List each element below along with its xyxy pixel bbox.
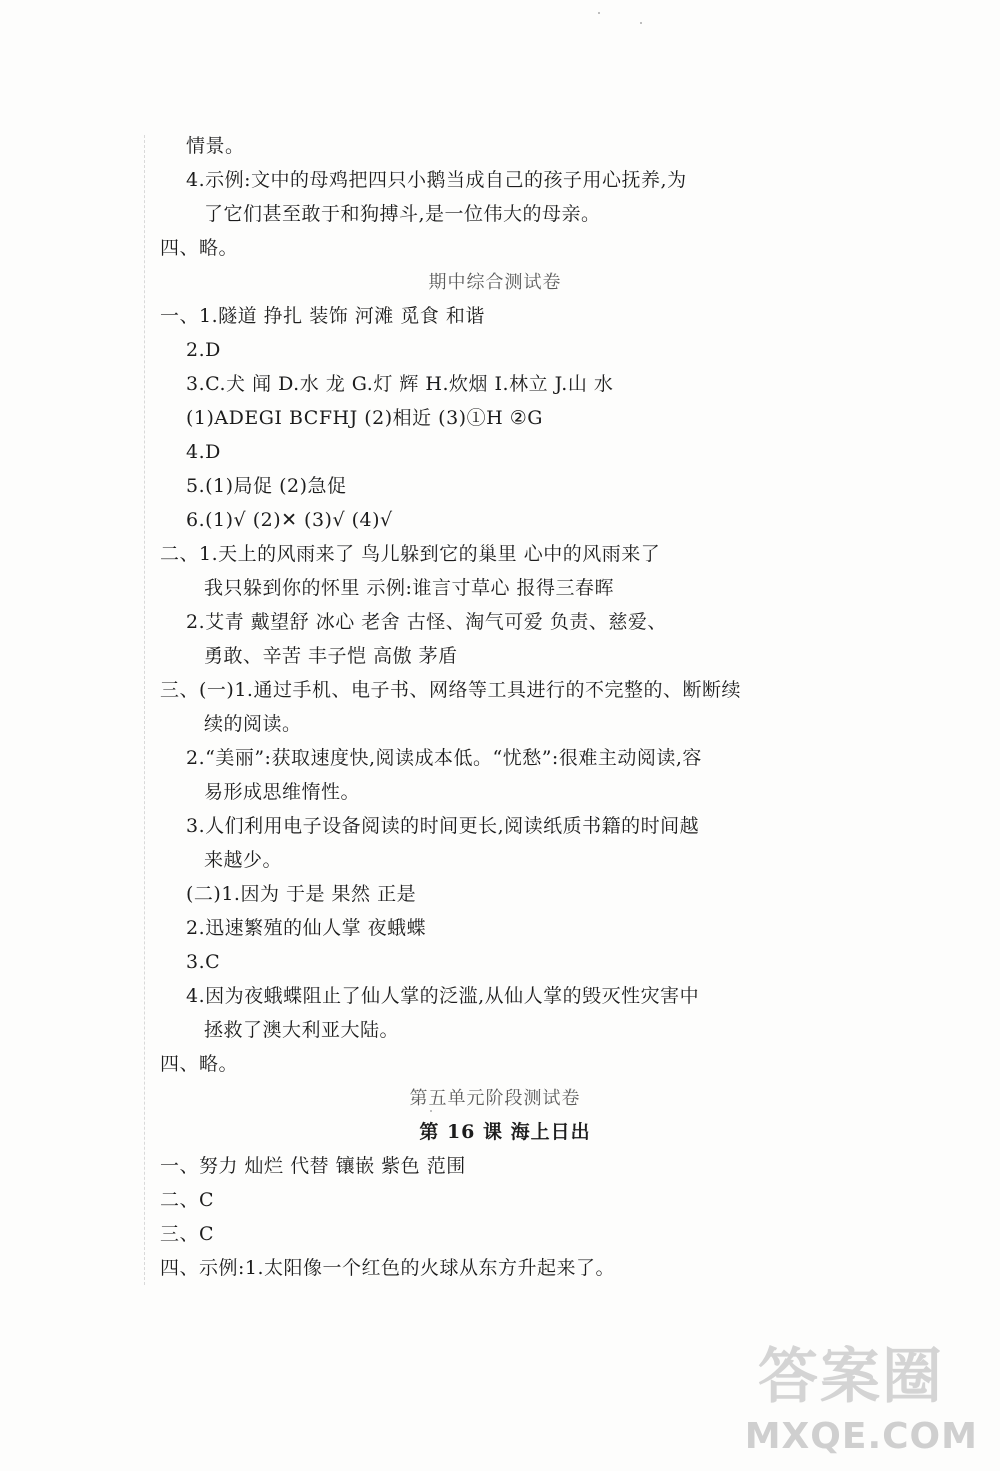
text-line: 3.C.犬 闻 D.水 龙 G.灯 辉 H.炊烟 I.林立 J.山 水 (186, 373, 614, 395)
text-line: 2.艾青 戴望舒 冰心 老舍 古怪、淘气可爱 负责、慈爱、 (186, 611, 667, 633)
text-line: 3.人们利用电子设备阅读的时间更长,阅读纸质书籍的时间越 (186, 815, 700, 837)
text-line: 了它们甚至敢于和狗搏斗,是一位伟大的母亲。 (204, 203, 601, 225)
scan-speck (598, 12, 600, 14)
text-line: 三、C (160, 1223, 215, 1245)
scan-speck (640, 22, 642, 24)
text-line: 一、1.隧道 挣扎 装饰 河滩 觅食 和谐 (160, 305, 485, 327)
text-line: 易形成思维惰性。 (204, 781, 361, 803)
text-line: 我只躲到你的怀里 示例:谁言寸草心 报得三春晖 (204, 577, 614, 599)
watermark-text: 答案圈 (758, 1342, 944, 1412)
text-line: 四、略。 (160, 237, 239, 259)
text-line: 二、C (160, 1189, 215, 1211)
text-line: 4.D (186, 441, 221, 463)
text-line: 情景。 (186, 135, 245, 157)
text-line: 5.(1)局促 (2)急促 (186, 475, 347, 497)
watermark-logo (708, 1342, 978, 1457)
text-line: 续的阅读。 (204, 713, 302, 735)
text-line: 勇敢、辛苦 丰子恺 高傲 茅盾 (204, 645, 458, 667)
text-line: 拯救了澳大利亚大陆。 (204, 1019, 400, 1041)
text-line: 6.(1)√ (2)✕ (3)√ (4)√ (186, 509, 393, 531)
watermark-url: MXQE.COM (744, 1416, 978, 1457)
text-line: (1)ADEGI BCFHJ (2)相近 (3)①H ②G (186, 407, 543, 429)
text-line: 2.D (186, 339, 221, 361)
text-line: 四、略。 (160, 1053, 239, 1075)
section-title: 期中综合测试卷 (428, 272, 562, 293)
text-line: 四、示例:1.太阳像一个红色的火球从东方升起来了。 (160, 1257, 616, 1279)
text-line: 2.“美丽”:获取速度快,阅读成本低。“忧愁”:很难主动阅读,容 (186, 747, 702, 769)
text-line: (二)1.因为 于是 果然 正是 (186, 883, 417, 905)
text-line: 来越少。 (204, 849, 283, 871)
text-line: 4.示例:文中的母鸡把四只小鹅当成自己的孩子用心抚养,为 (186, 169, 687, 191)
text-line: 4.因为夜蛾蝶阻止了仙人掌的泛滥,从仙人掌的毁灭性灾害中 (186, 985, 700, 1007)
text-line: 三、(一)1.通过手机、电子书、网络等工具进行的不完整的、断断续 (160, 679, 741, 701)
section-title: 第五单元阶段测试卷 (409, 1088, 581, 1109)
lesson-title: 第 16 课 海上日出 (419, 1121, 591, 1143)
text-line: 一、努力 灿烂 代替 镶嵌 紫色 范围 (160, 1155, 466, 1177)
text-line: 2.迅速繁殖的仙人掌 夜蛾蝶 (186, 917, 427, 939)
text-line: 3.C (186, 951, 221, 973)
text-line: 二、1.天上的风雨来了 鸟儿躲到它的巢里 心中的风雨来了 (160, 543, 661, 565)
scan-speck (430, 1110, 432, 1112)
